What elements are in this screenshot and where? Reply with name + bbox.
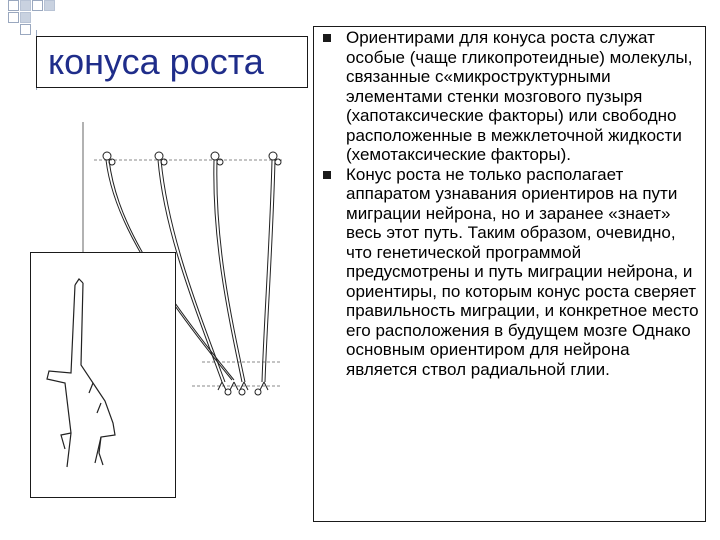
deco-square (44, 0, 55, 11)
deco-square (20, 0, 31, 11)
square-bullet-icon (323, 34, 331, 42)
deco-square (8, 12, 19, 23)
growth-cone-figure (30, 252, 176, 498)
bullet-text: Ориентирами для конуса роста служат особые (чаще гликопротеидные) молекулы, связанные с«микроструктурными элементами стенки мозгового пузыря (хапотаксические факторы) или свободно расположенные в межклеточной жидкости (хемотаксические факторы). (346, 28, 693, 164)
bullet-text: Конус роста не только располагает аппаратом узнавания ориентиров на пути миграции нейрона, но и заранее «знает» весь этот путь. Таким образом, очевидно, что генетической программой предусмотрены и путь миграции нейрона, и ориентиры, по которым конус роста сверяет правильность миграции, и конкретное место его расположения в будущем мозге Однако основным ориентиром для нейрона является ствол радиальной глии. (346, 164, 699, 379)
deco-square (20, 24, 31, 35)
deco-square (32, 0, 43, 11)
deco-square (20, 12, 31, 23)
slide-title: конуса роста (48, 41, 264, 82)
list-item (320, 165, 704, 380)
bullet-list (320, 28, 704, 379)
deco-square (8, 0, 19, 11)
square-bullet-icon (323, 171, 331, 179)
list-item (320, 28, 704, 165)
